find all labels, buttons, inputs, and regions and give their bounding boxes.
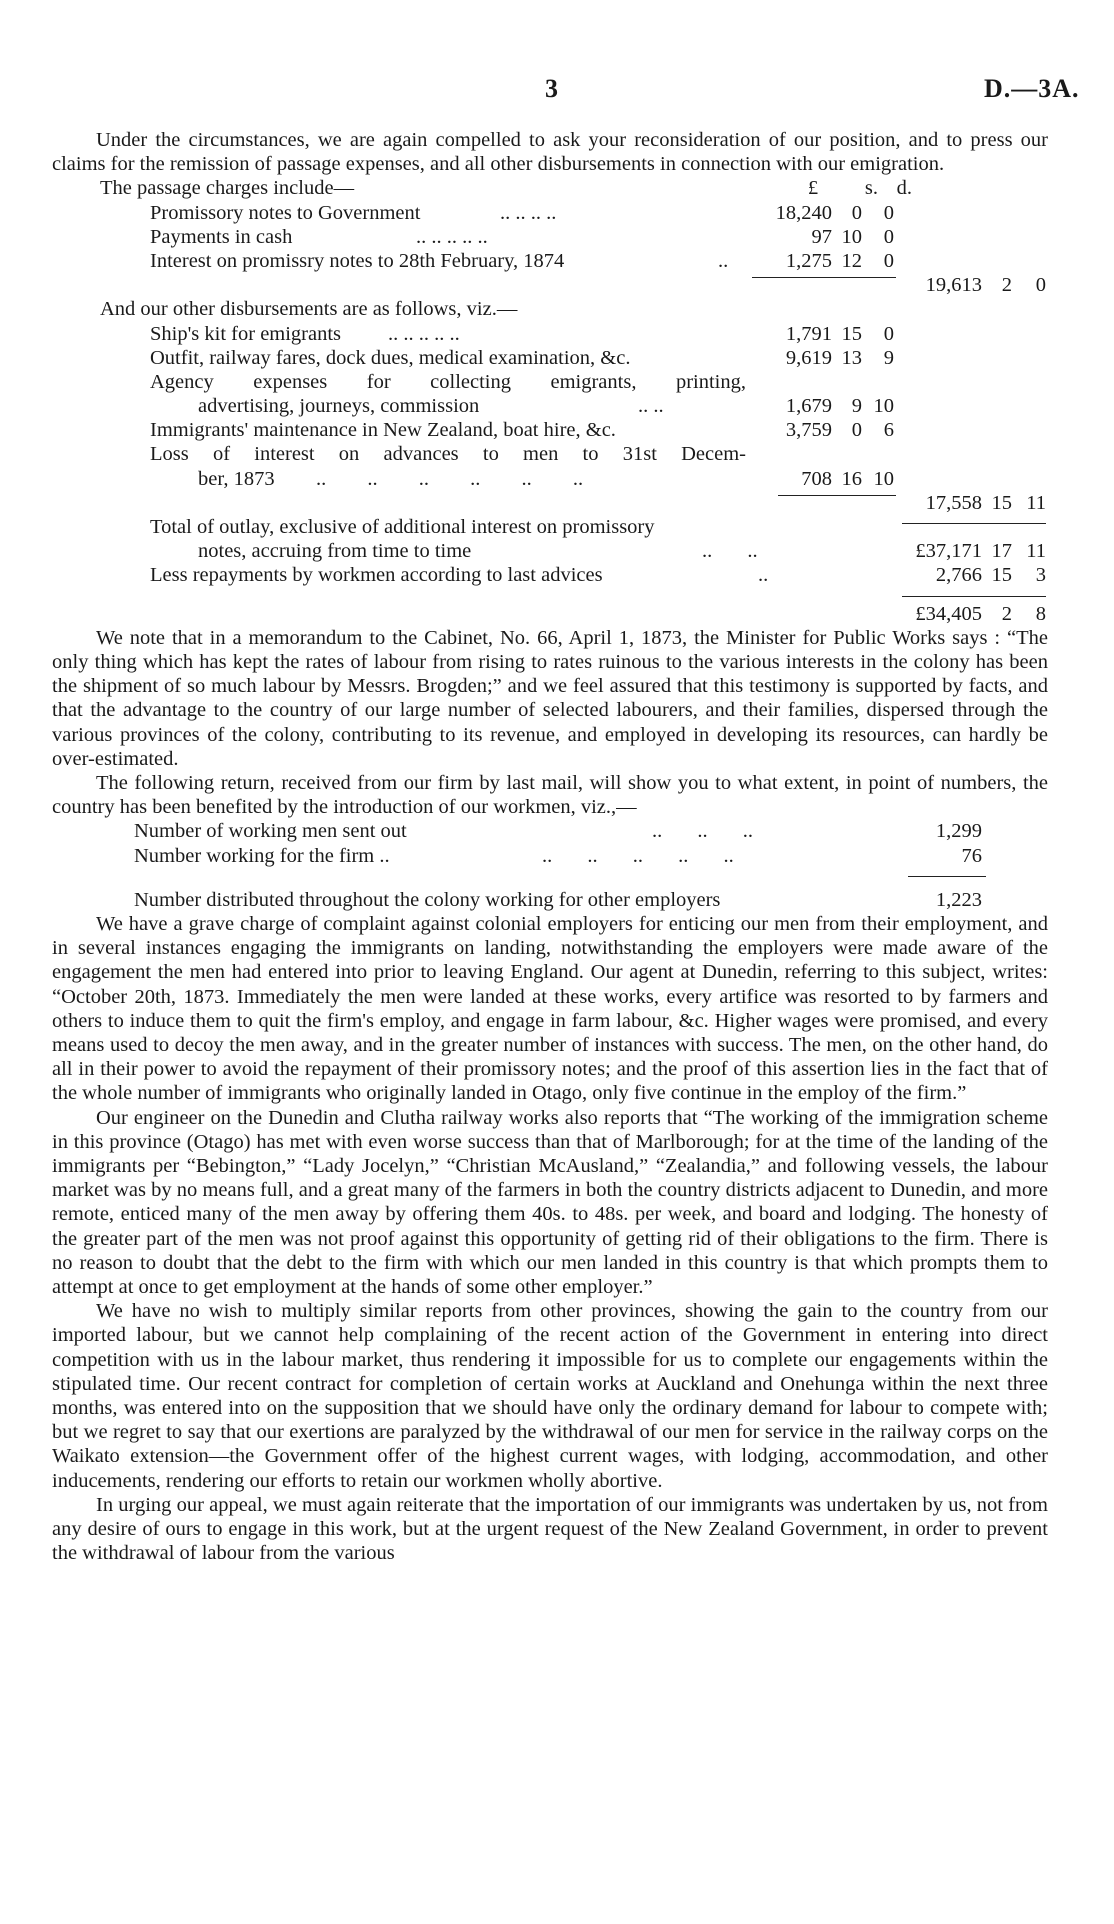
document-code: D.—3A. [984,74,1080,103]
passage-charges-table [52,176,1048,625]
paragraph-no-wish: We have no wish to multiply similar reports from other provinces, showing the gain to the country from our imported labour, but we cannot help complaining of the recent action of the Government in entering into direct competition with us in the labour market, thus rendering it impossible for us to complete our engagements within the stipulated time. Our recent contract for completion of certain works at Auckland and Onehunga within the next three months, was entered into on the supposition that we should have only the ordinary demand for labour to compete with; but we regret to say that our exertions are paralyzed by the withdrawal of our men for service in the railway corps on the Waikato extension—the Government offer of the highest current wages, with lodging, accommodation, and other inducements, rendering our efforts to retain our workmen wholly abortive. [52,1300,1048,1492]
col-shillings: s. [864,177,878,200]
col-pence: d. [896,177,912,200]
passage-total-row: 19,613 2 0 [52,273,1048,297]
passage-item: Interest on promissry notes to 28th February, 1874 .. 1,275 12 0 [150,249,894,272]
passage-total-pounds: 19,613 [925,274,982,297]
outlay-total-pounds: £37,171 [915,540,982,563]
passage-item: Payments in cash .. .. .. .. .. 97 10 0 [150,225,894,248]
disbursement-item-cont: advertising, journeys, commission .. .. 1,679 9 10 [198,395,894,418]
disbursement-item: Immigrants' maintenance in New Zealand, boat hire, &c. 3,759 0 6 [150,419,894,442]
numbers-row: Number of working men sent out .. .. .. 1,299 [134,820,982,843]
passage-heading: The passage charges include— [100,177,355,200]
disbursement-item: Loss of interest on advances to men to 31st Decem- [150,443,746,466]
numbers-row: Number working for the firm .. .. .. .. .. .. 76 [134,844,982,867]
rule [902,596,1046,597]
passage-item: Promissory notes to Government .. .. .. .. 18,240 0 0 [150,201,894,224]
disbursement-item: Agency expenses for collecting emigrants, printing, [150,370,746,393]
workmen-numbers-table [52,819,1048,912]
paragraph-engineer: Our engineer on the Dunedin and Clutha railway works also reports that “The working of the immigration scheme in this province (Otago) has met with even worse success than that of Marlborough; for at the time of the landing of the immigrants per “Bebington,” “Lady Jocelyn,” “Christian McAusland,” “Zealandia,” and following vessels, the labour market was by no means full, and a great many of the farmers in both the country districts adjacent to Dunedin, and more remote, enticed many of the men away by offering them 40s. to 48s. per week, and board and lodging. The honesty of the greater part of the men was not proof against this opportunity of getting rid of their obligations to the firm. There is no reason to doubt that the debt to the firm with which our men landed in this country is that which prompts them to attempt at once to get employment at the hands of some other employer.” [52,1106,1048,1299]
disbursement-item-cont: ber, 1873 .. .. .. .. .. .. 708 16 10 [198,467,894,490]
page-number: 3 [545,74,558,103]
rule [908,876,986,877]
outlay-row: Total of outlay, exclusive of additional interest on promissory [52,515,1048,539]
col-pound: £ [807,177,819,200]
outlay-row-cont: notes, accruing from time to time .. .. £37,171 17 11 [198,540,1046,563]
disbursement-item: Ship's kit for emigrants .. .. .. .. .. 1,791 15 0 [150,322,894,345]
rule [902,523,1046,524]
numbers-row: Number distributed throughout the colony working for other employers 1,223 [134,888,982,911]
repayments-row: Less repayments by workmen according to last advices .. 2,766 15 3 [150,564,1046,587]
paragraph-return: The following return, received from our firm by last mail, will show you to what extent, in point of numbers, the country has been benefited by the introduction of our workmen, viz.,— [52,772,1048,819]
paragraph-charge: We have a grave charge of complaint against colonial employers for enticing our men from their employment, and in several instances engaging the immigrants on landing, notwithstanding the employers were made aware of the engagement the men had entered into prior to leaving England. Our agent at Dunedin, referring to this subject, writes: “October 20th, 1873. Immediately the men were landed at these works, every artifice was resorted to by farmers and others to induce them to quit the firm's employ, and engage in farm labour, &c. Higher wages were promised, and every means used to decoy the men away, and in the greater number of instances with success. The men, on the other hand, do all in their power to avoid the repayment of their promissory notes; and the proof of this assertion lies in the fact that of the whole number of immigrants who originally landed in Otago, only five continue in the employ of the firm.” [52,912,1048,1105]
paragraph-memorandum: We note that in a memorandum to the Cabinet, No. 66, April 1, 1873, the Minister for Public Works says : “The only thing which has kept the rates of labour from rising to rates ruinous to the various interests in the colony has been the shipment of so much labour by Messrs. Brogden;” and we feel assured that this testimony is supported by facts, and that the advantage to the country of our large number of selected labourers, and their families, dispersed through the various provinces of the colony, contributing to its revenue, and employed in developing its resources, can hardly be over-estimated. [52,626,1048,770]
paragraph-urging: In urging our appeal, we must again reiterate that the importation of our immigrants was undertaken by us, not from any desire of ours to engage in this work, but at the urgent request of the New Zealand Government, in order to prevent the withdrawal of labour from the various [52,1493,1048,1565]
rule [778,495,896,496]
net-total-pounds: £34,405 [915,602,982,625]
document-body [52,128,1048,1565]
rule [752,277,896,278]
disbursements-total-row: 17,558 15 11 [52,491,1048,515]
disbursements-total-pounds: 17,558 [925,491,982,514]
net-total-row: £34,405 2 8 [52,602,1048,626]
disbursement-item: Outfit, railway fares, dock dues, medical examination, &c. 9,619 13 9 [150,346,894,369]
paragraph-intro: Under the circumstances, we are again compelled to ask your reconsideration of our position, and to press our claims for the remission of passage expenses, and all other disbursements in connection with our emigration. [52,129,1048,176]
disbursements-heading: And our other disbursements are as follows, viz.— [100,298,518,321]
